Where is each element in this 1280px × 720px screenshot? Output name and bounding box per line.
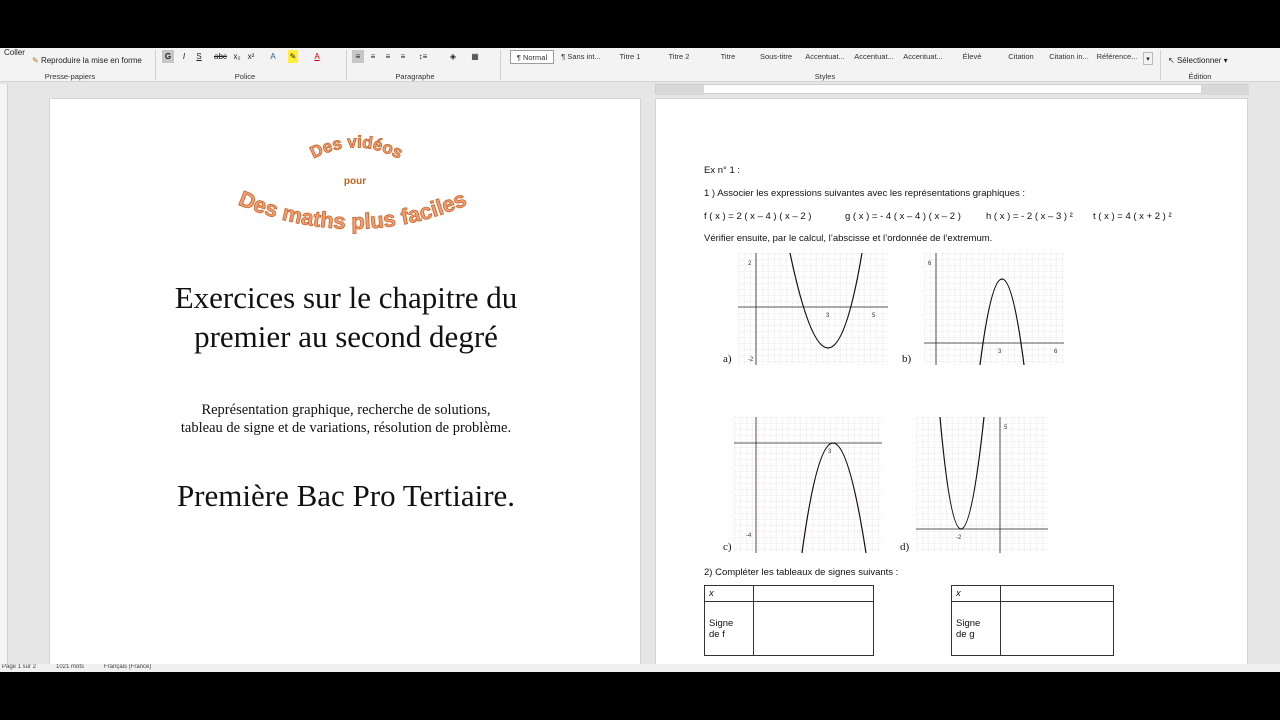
page-exercise (655, 98, 1248, 672)
subscript-button[interactable]: x₂ (233, 52, 241, 61)
page-title-line1: Exercices sur le chapitre du (174, 280, 518, 315)
page-title-line2: premier au second degré (194, 319, 498, 354)
verify-instruction: Vérifier ensuite, par le calcul, l’abscisse et l’ordonnée de l’extremum. (704, 233, 993, 244)
banner-bottom-text: Des maths plus faciles (235, 185, 470, 235)
divider (500, 50, 501, 80)
subtitle-line1: Représentation graphique, recherche de solutions, (201, 402, 491, 418)
align-right-icon[interactable]: ≡ (385, 52, 391, 61)
svg-text:5: 5 (872, 313, 876, 319)
table-f-signe-header (705, 602, 754, 656)
status-page[interactable]: Page 1 sur 2 (2, 664, 37, 670)
word-window (0, 48, 1280, 672)
style-accentuation2[interactable]: Accentuat... (854, 52, 894, 61)
style-citation[interactable]: Citation (1008, 52, 1034, 61)
graph-d-plot (916, 417, 1048, 553)
graph-c-plot (734, 417, 882, 553)
table-g-signe-header (952, 602, 1001, 656)
level-title: Première Bac Pro Tertiaire. (176, 478, 516, 513)
shading-icon[interactable]: ◈ (449, 52, 457, 61)
ribbon (0, 48, 1280, 82)
style-normal[interactable]: ¶ Normal (510, 50, 554, 64)
table-g-signe-line2: de g (956, 628, 975, 640)
graph-d (900, 417, 1048, 558)
brush-icon: ✎ (32, 56, 39, 65)
align-center-icon[interactable]: ≡ (370, 52, 376, 61)
graph-b-plot (924, 253, 1064, 365)
text-effects-icon[interactable]: A (270, 52, 276, 61)
table-f-x-cell[interactable] (754, 586, 874, 602)
subtitle-line2: tableau de signe et de variations, résolution de problème. (180, 420, 512, 436)
exercise-title: Ex n° 1 : (704, 165, 741, 176)
svg-text:-2: -2 (748, 357, 754, 363)
styles-more-icon[interactable]: ▾ (1143, 52, 1153, 65)
graph-a-plot (738, 253, 888, 365)
table-g-signe-line1: Signe (956, 617, 981, 629)
strikethrough-button[interactable]: abc (214, 52, 227, 61)
style-titre1[interactable]: Titre 1 (619, 52, 641, 61)
sign-table-f (704, 585, 874, 656)
graph-b (902, 253, 1064, 370)
question-1: 1 ) Associer les expressions suivantes avec les représentations graphiques : (704, 188, 1026, 199)
underline-button[interactable]: S (196, 52, 202, 61)
style-eleve[interactable]: Élevé (962, 52, 982, 61)
sign-table-g (951, 585, 1114, 656)
graph-a (723, 253, 888, 370)
graph-label-d: d) (900, 541, 910, 553)
coller-button[interactable]: Coller (4, 48, 25, 57)
graph-label-a: a) (723, 353, 732, 365)
expression-g: g ( x ) = - 4 ( x – 4 ) ( x – 2 ) (845, 211, 961, 222)
expression-h: h ( x ) = - 2 ( x – 3 ) ² (986, 211, 1073, 222)
style-titre[interactable]: Titre (720, 52, 736, 61)
group-label-presse-papiers: Presse-papiers (44, 72, 96, 81)
svg-text:2: 2 (748, 261, 752, 267)
table-f-signe-line2: de f (709, 628, 725, 640)
svg-text:3: 3 (828, 449, 832, 455)
borders-icon[interactable]: ▦ (471, 52, 479, 61)
line-spacing-icon[interactable]: ↕≡ (418, 52, 428, 61)
vertical-ruler (0, 84, 8, 672)
banner-wordart (50, 109, 642, 249)
selectionner-button[interactable]: ↖ Sélectionner ▾ (1168, 56, 1228, 65)
style-sous-titre[interactable]: Sous-titre (759, 52, 793, 61)
table-f-signe-line1: Signe (709, 617, 734, 629)
banner-top-text: Des vidéos (307, 132, 406, 163)
highlight-icon[interactable]: ✎ (289, 52, 297, 61)
graph-c (723, 417, 882, 558)
style-accentuation1[interactable]: Accentuat... (805, 52, 845, 61)
bold-button[interactable]: G (162, 50, 174, 63)
svg-text:6: 6 (928, 261, 932, 267)
expression-f: f ( x ) = 2 ( x – 4 ) ( x – 2 ) (704, 211, 812, 222)
superscript-button[interactable]: x² (247, 52, 255, 61)
svg-text:-2: -2 (956, 535, 962, 541)
style-accentuation3[interactable]: Accentuat... (903, 52, 943, 61)
status-words[interactable]: 1021 mots (56, 664, 85, 670)
reproduire-label: Reproduire la mise en forme (40, 56, 142, 65)
justify-icon[interactable]: ≡ (400, 52, 406, 61)
horizontal-ruler[interactable] (655, 84, 1248, 94)
reproduire-mise-en-forme-button[interactable] (32, 56, 142, 65)
group-label-edition: Édition (1188, 72, 1212, 81)
table-g-signe-cell[interactable] (1001, 602, 1114, 656)
style-sans-interligne[interactable]: ¶ Sans int... (561, 52, 601, 61)
style-citation-intense[interactable]: Citation in... (1049, 52, 1089, 61)
divider (155, 50, 156, 80)
table-f-signe-cell[interactable] (754, 602, 874, 656)
svg-text:-4: -4 (746, 533, 752, 539)
divider (346, 50, 347, 80)
align-left-icon[interactable]: ≡ (352, 50, 364, 63)
question-2: 2) Compléter les tableaux de signes suivants : (704, 567, 899, 578)
group-label-styles: Styles (814, 72, 836, 81)
svg-text:3: 3 (826, 313, 830, 319)
graph-label-c: c) (723, 541, 732, 553)
group-label-paragraphe: Paragraphe (395, 72, 435, 81)
table-g-x-header: x (952, 586, 1001, 602)
svg-text:3: 3 (998, 349, 1002, 355)
selectionner-label: Sélectionner (1176, 56, 1222, 65)
svg-text:6: 6 (1054, 349, 1058, 355)
ruler-ticks (656, 85, 1249, 95)
divider (1160, 50, 1161, 80)
status-language[interactable]: Français (France) (104, 664, 152, 670)
italic-button[interactable]: I (182, 52, 186, 61)
table-f-x-header: x (705, 586, 754, 602)
style-reference[interactable]: Référence... (1096, 52, 1138, 61)
page-cover (49, 98, 641, 672)
group-label-police: Police (234, 72, 256, 81)
status-bar (0, 664, 1280, 672)
cursor-icon: ↖ (1168, 56, 1175, 65)
expression-t: t ( x ) = 4 ( x + 2 ) ² (1093, 211, 1172, 222)
svg-text:5: 5 (1004, 425, 1008, 431)
banner-mid-text: pour (343, 176, 367, 187)
font-color-icon[interactable]: A (314, 52, 320, 61)
graph-label-b: b) (902, 353, 912, 365)
style-titre2[interactable]: Titre 2 (668, 52, 690, 61)
table-g-x-cell[interactable] (1001, 586, 1114, 602)
